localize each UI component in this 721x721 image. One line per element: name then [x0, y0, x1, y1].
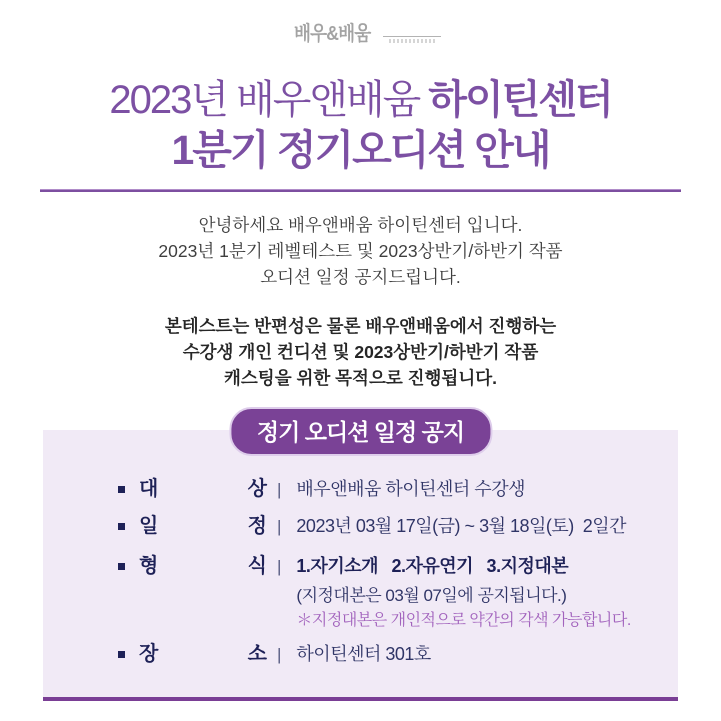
row-value: 하이틴센터 301호 [296, 644, 431, 664]
schedule-row-date [43, 515, 626, 538]
purpose-line: 캐스팅을 위한 목적으로 진행됩니다. [223, 368, 498, 388]
purpose-paragraph [0, 313, 721, 391]
bullet-square-icon [118, 563, 125, 570]
schedule-badge: 정기 오디션 일정 공지 [229, 407, 492, 456]
title-line-1-emphasis: 하이틴센터 [428, 78, 612, 122]
intro-paragraph [0, 212, 721, 290]
row-separator: | [277, 557, 282, 576]
row-separator: | [277, 480, 282, 499]
title-divider [40, 189, 681, 192]
page-title [0, 76, 721, 174]
schedule-panel [43, 430, 678, 701]
logo-text: 배우&배움 [294, 23, 371, 45]
row-value: 2023년 03월 17일(금) ~ 3월 18일(토) 2일간 [296, 516, 627, 536]
logo-tagline [389, 39, 437, 43]
row-separator: | [277, 645, 282, 664]
bullet-square-icon [118, 523, 125, 530]
purpose-line: 수강생 개인 컨디션 및 2023상반기/하반기 작품 [182, 342, 539, 362]
row-value-note: ＊지정대본은 개인적으로 약간의 각색 가능합니다. [296, 612, 631, 629]
row-separator: | [277, 517, 282, 536]
row-value-sub: (지정대본은 03월 07일에 공지됩니다.) [296, 586, 567, 605]
row-label-last: 소 [247, 643, 267, 665]
row-label-last: 식 [247, 555, 267, 577]
bullet-square-icon [118, 486, 125, 493]
intro-line: 2023년 1분기 레벨테스트 및 2023상반기/하반기 작품 [158, 241, 563, 261]
row-value: 배우앤배움 하이틴센터 수강생 [296, 479, 525, 499]
logo-underline [383, 36, 441, 37]
row-label-first: 장 [139, 643, 159, 665]
schedule-row-target [43, 478, 525, 501]
bullet-square-icon [118, 651, 125, 658]
title-line-2: 1분기 정기오디션 안내 [171, 127, 550, 173]
row-label-last: 정 [247, 515, 267, 537]
schedule-row-format [43, 555, 631, 632]
logo [0, 24, 721, 44]
intro-line: 오디션 일정 공지드립니다. [260, 267, 461, 287]
title-line-1: 2023년 배우앤배움 하이틴센터 [109, 78, 612, 122]
row-label-first: 대 [139, 478, 159, 500]
schedule-row-place [43, 643, 431, 666]
row-label-first: 일 [139, 515, 159, 537]
intro-line: 안녕하세요 배우앤배움 하이틴센터 입니다. [198, 215, 523, 235]
row-label-first: 형 [139, 555, 159, 577]
row-label-last: 상 [247, 478, 267, 500]
purpose-line: 본테스트는 반편성은 물론 배우앤배움에서 진행하는 [164, 316, 557, 336]
row-value: 1.자기소개 2.자유연기 3.지정대본 [296, 556, 569, 576]
